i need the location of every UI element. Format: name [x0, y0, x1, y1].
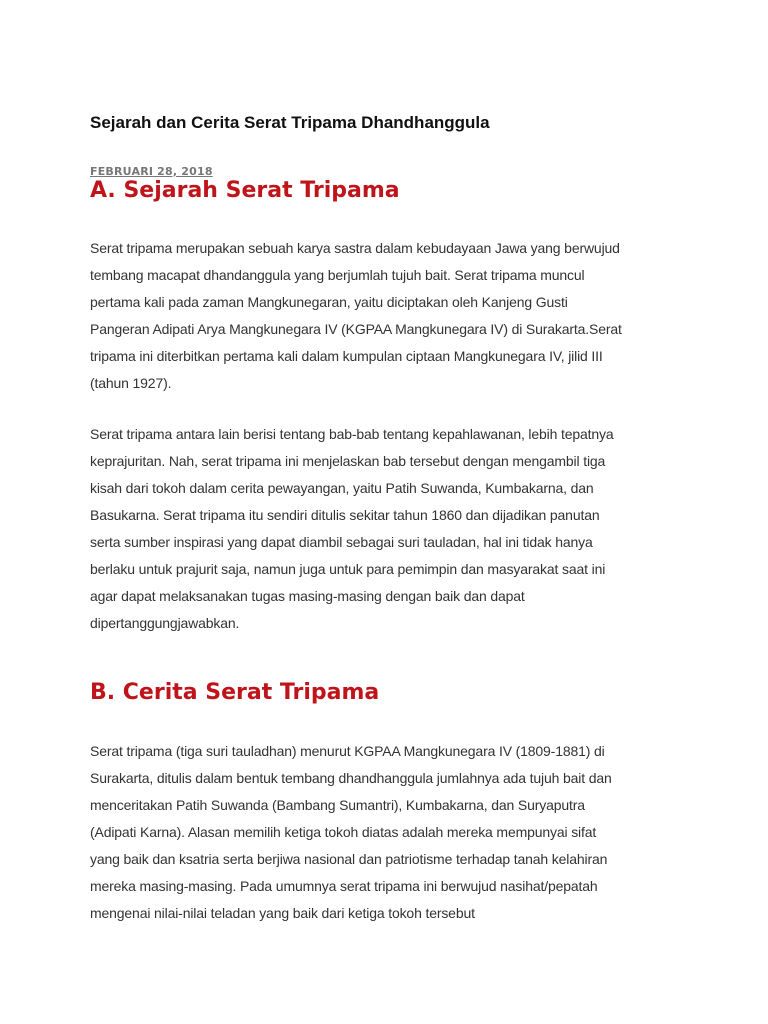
post-title: Sejarah dan Cerita Serat Tripama Dhandhanggula	[90, 113, 490, 132]
text-line: Pangeran Adipati Arya Mangkunegara IV (KGPAA Mangkunegara IV) di Surakarta.Serat	[90, 321, 622, 337]
text-line: keprajuritan. Nah, serat tripama ini menjelaskan bab tersebut dengan mengambil tiga	[90, 453, 606, 469]
text-line: dipertanggungjawabkan.	[90, 615, 240, 631]
text-line: (tahun 1927).	[90, 375, 172, 391]
text-line: menceritakan Patih Suwanda (Bambang Sumantri), Kumbakarna, dan Suryaputra	[90, 797, 585, 813]
text-line: serta sumber inspirasi yang dapat diambil sebagai suri tauladan, hal ini tidak hanya	[90, 534, 593, 550]
section-heading-a: A. Sejarah Serat Tripama	[90, 178, 400, 203]
text-line: kisah dari tokoh dalam cerita pewayangan, yaitu Patih Suwanda, Kumbakarna, dan	[90, 480, 594, 496]
text-line: Surakarta, ditulis dalam bentuk tembang dhandhanggula jumlahnya ada tujuh bait dan	[90, 770, 612, 786]
section-heading-b: B. Cerita Serat Tripama	[90, 680, 380, 705]
text-line: mereka masing-masing. Pada umumnya serat tripama ini berwujud nasihat/pepatah	[90, 878, 598, 894]
text-line: pertama kali pada zaman Mangkunegaran, yaitu diciptakan oleh Kanjeng Gusti	[90, 294, 568, 310]
text-line: Serat tripama merupakan sebuah karya sastra dalam kebudayaan Jawa yang berwujud	[90, 240, 620, 256]
text-line: Basukarna. Serat tripama itu sendiri ditulis sekitar tahun 1860 dan dijadikan panutan	[90, 507, 600, 523]
paragraph	[90, 421, 614, 637]
text-line: mengenai nilai-nilai teladan yang baik dari ketiga tokoh tersebut	[90, 905, 475, 921]
text-line: Serat tripama antara lain berisi tentang bab-bab tentang kepahlawanan, lebih tepatnya	[90, 426, 614, 442]
paragraph	[90, 738, 612, 927]
text-line: agar dapat melaksanakan tugas masing-masing dengan baik dan dapat	[90, 588, 525, 604]
text-line: berlaku untuk prajurit saja, namun juga untuk para pemimpin dan masyarakat saat ini	[90, 561, 606, 577]
text-line: tembang macapat dhandanggula yang berjumlah tujuh bait. Serat tripama muncul	[90, 267, 585, 283]
text-line: (Adipati Karna). Alasan memilih ketiga tokoh diatas adalah mereka mempunyai sifat	[90, 824, 597, 840]
text-line: tripama ini diterbitkan pertama kali dalam kumpulan ciptaan Mangkunegara IV, jilid III	[90, 348, 603, 364]
text-line: Serat tripama (tiga suri tauladhan) menurut KGPAA Mangkunegara IV (1809-1881) di	[90, 743, 605, 759]
paragraph	[90, 235, 622, 397]
post-date-link[interactable]: FEBRUARI 28, 2018	[90, 165, 213, 178]
text-line: yang baik dan ksatria serta berjiwa nasional dan patriotisme terhadap tanah kelahiran	[90, 851, 608, 867]
